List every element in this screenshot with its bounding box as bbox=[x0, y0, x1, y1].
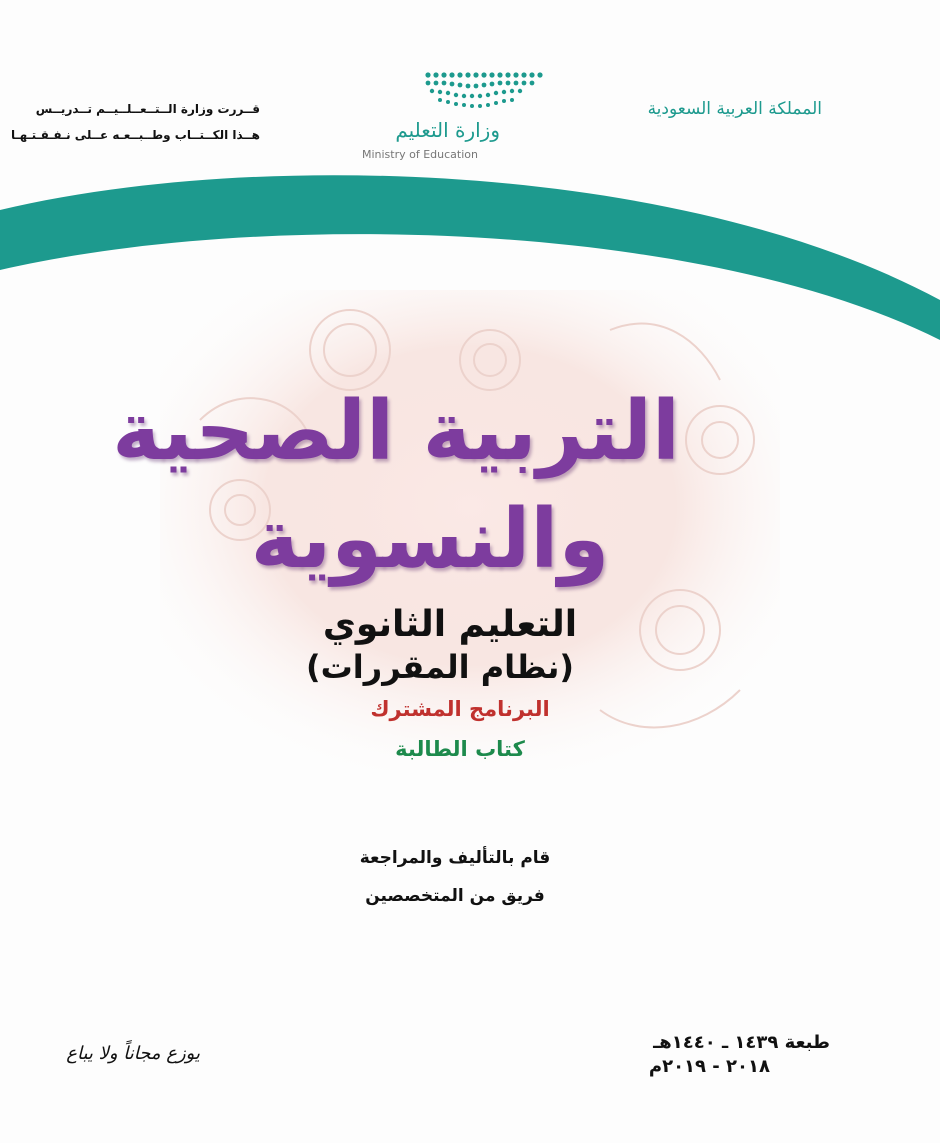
course-system: (نظام المقررات) bbox=[306, 648, 574, 686]
book-title-line-1: التربية الصحية bbox=[112, 384, 680, 479]
program-label: البرنامج المشترك bbox=[370, 697, 550, 721]
authors-team: فريق من المتخصصين bbox=[365, 886, 545, 906]
ministry-name-arabic: وزارة التعليم bbox=[395, 118, 500, 142]
education-stage: التعليم الثانوي bbox=[322, 604, 578, 645]
book-type-label: كتاب الطالبة bbox=[395, 737, 525, 761]
edition-hijri: طبعة ١٤٣٩ ـ ١٤٤٠هـ bbox=[653, 1032, 830, 1053]
approval-statement bbox=[10, 96, 260, 148]
approval-line-1: قــررت وزارة الــتــعــلــيــم تــدريــس bbox=[35, 102, 260, 116]
authors-heading: قام بالتأليف والمراجعة bbox=[359, 848, 551, 868]
edition-gregorian: ٢٠١٨ - ٢٠١٩م bbox=[648, 1056, 770, 1077]
teal-curved-band bbox=[0, 170, 940, 370]
free-distribution-note: يوزع مجاناً ولا يباع bbox=[66, 1043, 200, 1064]
book-title-line-2: والنسوية bbox=[250, 492, 610, 587]
approval-line-2: هــذا الكــتــاب وطــبــعـه عــلى نـفـقـتـهـا bbox=[10, 128, 260, 142]
kingdom-label: المملكة العربية السعودية bbox=[647, 99, 822, 119]
ministry-name-english: Ministry of Education bbox=[361, 148, 478, 161]
